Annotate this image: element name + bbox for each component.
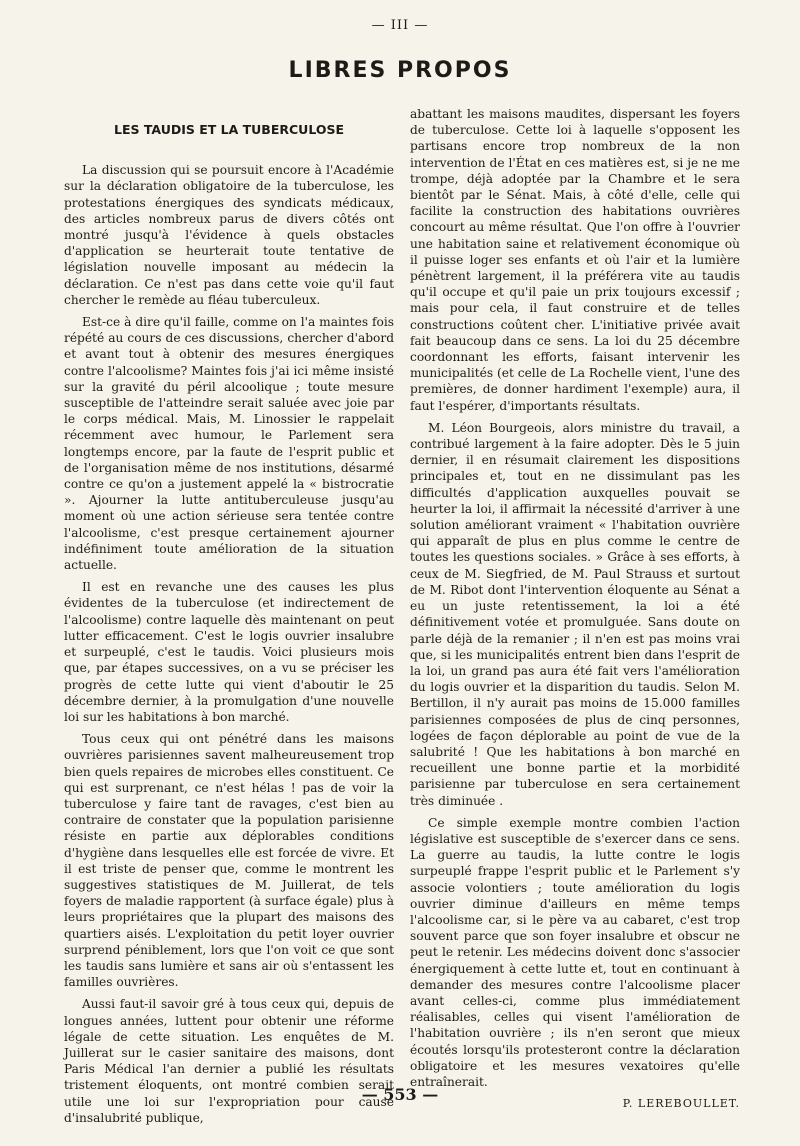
right-column — [410, 106, 740, 1112]
paragraph: Il est en revanche une des causes les plus évidentes de la tuberculose (et indirectement de l'alcoolisme) contre laquelle dès maintenant on peut lutter efficacement. C'est le logis ouvrier insalubre et surpeuplé, c'est le taudis. Voici plusieurs mois que, par étapes successives, on a vu se préciser les progrès de cette lutte qui vient d'aboutir le 25 décembre dernier, à la promulgation d'une nouvelle loi sur les habitations à bon marché. — [64, 580, 394, 724]
page-number: — 553 — — [361, 1085, 439, 1104]
author-signature: P. LEREBOULLET. — [622, 1097, 740, 1111]
running-header: — III — — [371, 18, 429, 33]
paragraph: abattant les maisons maudites, dispersant les foyers de tuberculose. Cette loi à laquelle s'opposent les partisans encore trop nombreux de la non intervention de l'État en ces matières est, si je ne me trompe, déjà adoptée par la Chambre et le sera bientôt par le Sénat. Mais, à côté d'elle, celle qui facilite la construction des habitations ouvrières concourt au même résultat. Que l'on offre à l'ouvrier une habitation saine et relativement économique où il puisse loger ses enfants et où l'air et la lumière pénètrent largement, il la préférera vite au taudis qu'il occupe et qu'il paie un prix toujours excessif ; mais pour cela, il faut construire et de telles constructions coûtent cher. L'initiative privée avait fait beaucoup dans ce sens. La loi du 25 décembre coordonnant les efforts, faisant intervenir les municipalités (et celle de La Rochelle vient, l'une des premières, de donner hardiment l'exemple) aura, il faut l'espérer, d'importants résultats. — [410, 107, 740, 413]
left-column — [64, 108, 394, 1132]
paragraph: La discussion qui se poursuit encore à l'Académie sur la déclaration obligatoire de la tuberculose, les protestations énergiques des syndicats médicaux, des articles nombreux parus de divers côtés ont montré jusqu'à l'évidence à quels obstacles d'application se heurterait toute tentative de législation nouvelle imposant au médecin la déclaration. Ce n'est pas dans cette voie qu'il faut chercher le remède au fléau tuberculeux. — [64, 163, 394, 307]
paragraph: M. Léon Bourgeois, alors ministre du travail, a contribué largement à la faire adopter. Dès le 5 juin dernier, il en résumait clairement les dispositions principales et, tout en ne dissimulant pas les difficultés d'application auxquelles pouvait se heurter la loi, il affirmait la nécessité d'arriver à une solution améliorant vraiment « l'habitation ouvrière qui apparaît de plus en plus comme le centre de toutes les questions sociales. » Grâce à ses efforts, à ceux de M. Siegfried, de M. Paul Strauss et surtout de M. Ribot dont l'intervention éloquente au Sénat a eu un juste retentissement, la loi a été définitivement votée et promulguée. Sans doute on parle déjà de la remanier ; il n'en est pas moins vrai que, si les municipalités entrent bien dans l'esprit de la loi, un grand pas aura été fait vers l'amélioration du logis ouvrier et la disparition du taudis. Selon M. Bertillon, il n'y aurait pas moins de 15.000 familles parisiennes composées de plus de cinq personnes, logées de façon déplorable au point de vue de la salubrité ! Que les habitations à bon marché en recueillent une bonne partie et la morbidité parisienne par tuberculose en sera certainement très diminuée . — [410, 420, 740, 808]
paragraph: Aussi faut-il savoir gré à tous ceux qui, depuis de longues années, luttent pour obtenir une réforme légale de cette situation. Les enquêtes de M. Juillerat sur le casier sanitaire des maisons, dont Paris Médical l'an dernier a publié les résultats tristement éloquents, ont montré combien serait utile une loi sur l'expropriation pour cause d'insalubrité publique, — [64, 997, 394, 1125]
paragraph: Ce simple exemple montre combien l'action législative est susceptible de s'exercer dans ce sens. La guerre au taudis, la lutte contre le logis surpeuplé frappe l'esprit public et le Parlement s'y associe volontiers ; toute amélioration du logis ouvrier diminue d'ailleurs en même temps l'alcoolisme car, si le père va au cabaret, c'est trop souvent parce que son foyer insalubre et obscur ne peut le retenir. Les médecins doivent donc s'associer énergiquement à cette lutte et, tout en continuant à demander des mesures contre l'alcoolisme placer avant celles-ci, comme plus immédiatement réalisables, celles qui visent l'amélioration de l'habitation ouvrière ; ils n'en seront que mieux écoutés lorsqu'ils protesteront contre la déclaration obligatoire et les mesures vexatoires qu'elle entraînerait. — [410, 815, 740, 1089]
paragraph: Est-ce à dire qu'il faille, comme on l'a maintes fois répété au cours de ces discussions, chercher d'abord et avant tout à obtenir des mesures énergiques contre l'alcoolisme? Maintes fois j'ai ici même insisté sur la gravité du péril alcoolique ; toute mesure susceptible de l'atteindre serait saluée avec joie par le corps médical. Mais, M. Linossier le rappelait récemment avec humour, le Parlement sera longtemps encore, par la faute de l'esprit public et de l'organisation même de nos institutions, désarmé contre ce qu'on a justement appelé la « bistrocratie ». Ajourner la lutte antituberculeuse jusqu'au moment où une action sérieuse sera tentée contre l'alcoolisme, c'est presque certainement ajourner indéfiniment toute amélioration de la situation actuelle. — [64, 315, 394, 573]
section-title: LIBRES PROPOS — [288, 58, 512, 83]
paragraph: Tous ceux qui ont pénétré dans les maisons ouvrières parisiennes savent malheureusement trop bien quels repaires de microbes elles constituent. Ce qui est surprenant, ce n'est hélas ! pas de voir la tuberculose y faire tant de ravages, c'est bien au contraire de constater que la population parisienne résiste en partie aux déplorables conditions d'hygiène dans lesquelles elle est forcée de vivre. Et il est triste de penser que, comme le montrent les suggestives statistiques de M. Juillerat, de tels foyers de maladie rapportent (à surface égale) plus à leurs propriétaires que la plupart des maisons des quartiers aisés. L'exploitation du petit loyer ouvrier surprend péniblement, lors que l'on voit ce que sont les taudis sans lumière et sans air où s'entassent les familles ouvrières. — [64, 732, 394, 990]
article-title: LES TAUDIS ET LA TUBERCULOSE — [113, 122, 345, 137]
